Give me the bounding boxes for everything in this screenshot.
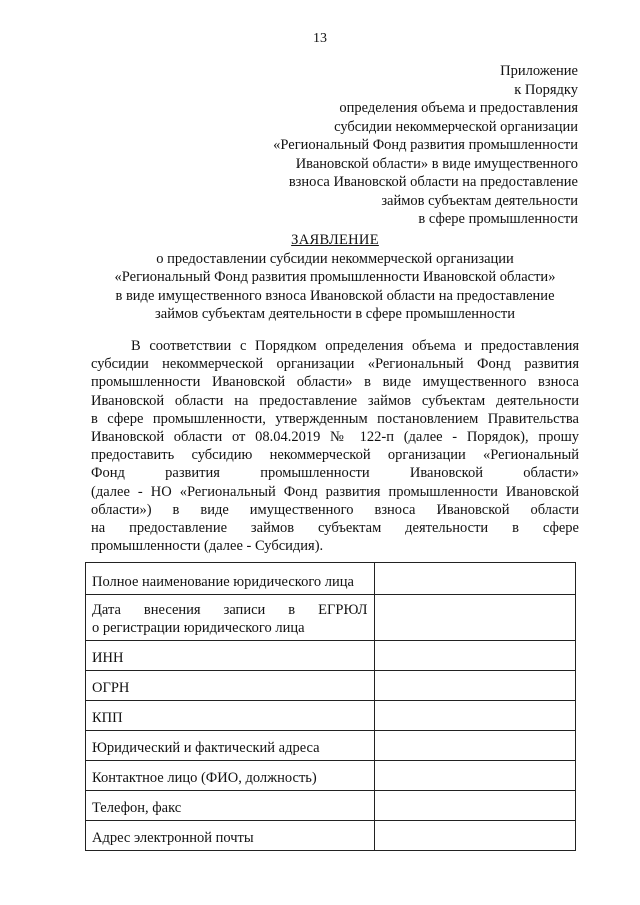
egrul-date-label-line1: Дата внесения записи в ЕГРЮЛ [92,602,368,618]
egrul-date-label-line2: о регистрации юридического лица [92,620,305,636]
email-field[interactable] [374,821,576,851]
title-heading: ЗАЯВЛЕНИЕ [291,232,379,248]
title-line: о предоставлении субсидии некоммерческой организации [156,250,514,267]
applicant-info-table [85,562,576,851]
page-number: 13 [313,31,327,46]
table-row [86,595,576,641]
body-line: области») в виде имущественного взноса Ивановской области [91,501,579,518]
appendix-line: определения объема и предоставления [339,100,578,116]
body-line: Ивановской области на предоставление займов субъектам деятельности [91,392,579,409]
appendix-line: займов субъектам деятельности [381,192,578,209]
body-line: Фонд развития промышленности Ивановской области» [91,465,579,482]
body-line: на предоставление займов субъектам деятельности в сфере [91,520,579,537]
body-line: промышленности (далее - Субсидия). [91,538,324,555]
table-row [86,563,576,595]
address-label: Юридический и фактический адреса [86,731,375,761]
table-row [86,821,576,851]
body-line: в сфере промышленности, утвержденным постановлением Правительства [91,410,579,427]
body-line: Ивановской области от 08.04.2019 № 122-п (далее - Порядок), прошу [91,429,579,446]
kpp-label: КПП [86,701,375,731]
egrul-date-field[interactable] [374,595,576,641]
ogrn-label: ОГРН [86,671,375,701]
appendix-line: Приложение [500,63,578,79]
table-row [86,641,576,671]
egrul-date-label [86,595,375,641]
inn-label: ИНН [86,641,375,671]
email-label: Адрес электронной почты [86,821,375,851]
appendix-line: к Порядку [514,81,578,98]
document-title [60,231,610,324]
ogrn-field[interactable] [374,671,576,701]
address-field[interactable] [374,731,576,761]
full-name-field[interactable] [374,563,576,595]
body-line: субсидии некоммерческой организации «Региональный Фонд развития [91,356,579,373]
body-line: В соответствии с Порядком определения объема и предоставления [131,338,579,354]
inn-field[interactable] [374,641,576,671]
table-row [86,701,576,731]
body-line: промышленности Ивановской области» в виде имущественного взноса [91,374,579,391]
appendix-line: субсидии некоммерческой организации [334,118,578,135]
contact-person-field[interactable] [374,761,576,791]
kpp-field[interactable] [374,701,576,731]
body-line: (далее - НО «Региональный Фонд развития промышленности Ивановской [91,483,579,500]
title-line: займов субъектам деятельности в сфере промышленности [155,306,515,322]
body-line: предоставить субсидию некоммерческой организации «Региональный [91,447,579,464]
appendix-line: Ивановской области» в виде имущественного [295,155,578,172]
contact-person-label: Контактное лицо (ФИО, должность) [86,761,375,791]
appendix-line: взноса Ивановской области на предоставление [288,174,578,190]
phone-fax-label: Телефон, факс [86,791,375,821]
phone-fax-field[interactable] [374,791,576,821]
table-row [86,731,576,761]
title-line: «Региональный Фонд развития промышленности Ивановской области» [114,269,556,285]
table-row [86,761,576,791]
table-row [86,671,576,701]
body-paragraph [91,337,579,555]
table-row [86,791,576,821]
full-name-label: Полное наименование юридического лица [86,563,375,595]
appendix-line: в сфере промышленности [418,211,578,227]
appendix-heading [218,62,578,229]
appendix-line: «Региональный Фонд развития промышленности [273,137,578,153]
title-line: в виде имущественного взноса Ивановской области на предоставление [115,287,555,304]
